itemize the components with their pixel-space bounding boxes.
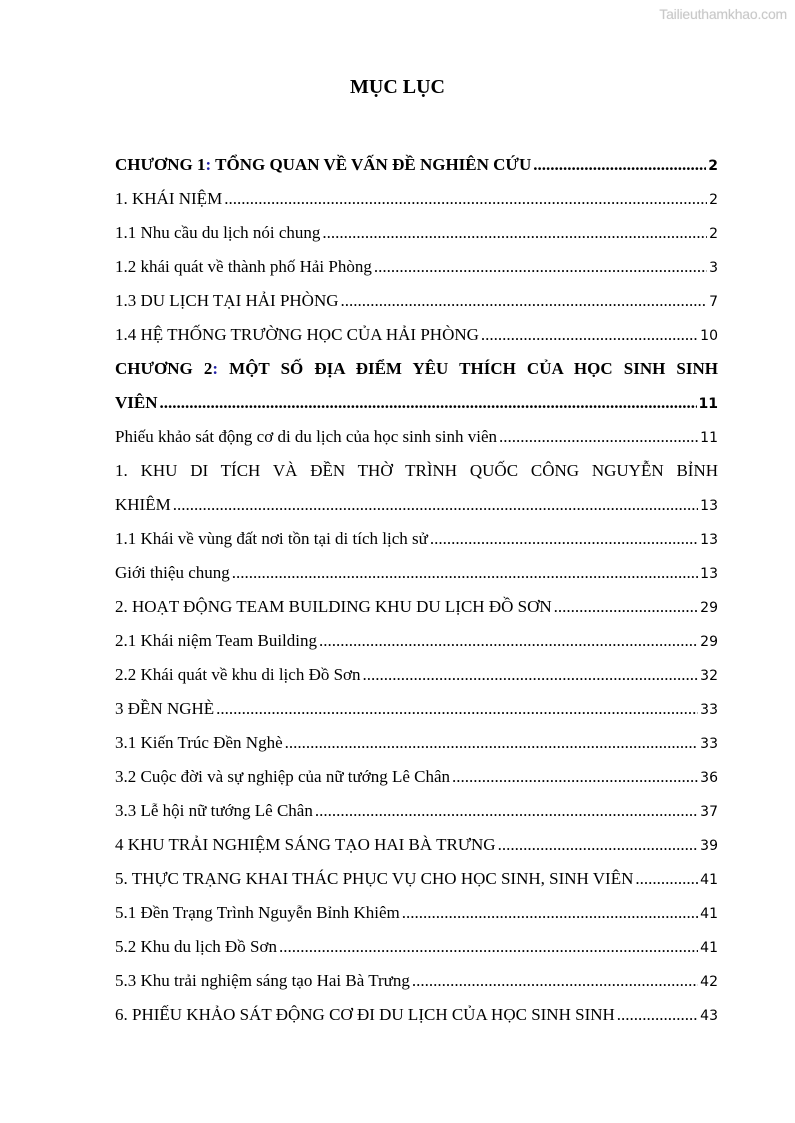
toc-entry-text: 2.2 Khái quát về khu di lịch Đồ Sơn <box>115 665 361 684</box>
dot-leader <box>499 427 698 447</box>
toc-entry[interactable] <box>115 249 718 283</box>
page-number: 3 <box>709 260 718 276</box>
toc-entry-text-cont: KHIÊM <box>115 495 171 514</box>
toc-entry[interactable] <box>115 589 718 623</box>
page-number: 42 <box>700 974 718 990</box>
toc-entry[interactable] <box>115 725 718 759</box>
page-number: 39 <box>700 838 718 854</box>
dot-leader <box>232 563 698 583</box>
dot-leader <box>635 869 698 889</box>
toc-entry-chapter-2-line-1[interactable] <box>115 351 718 385</box>
toc-entry[interactable] <box>115 657 718 691</box>
toc-entry[interactable] <box>115 861 718 895</box>
page-number: 33 <box>700 702 718 718</box>
toc-entry-text: 5.3 Khu trải nghiệm sáng tạo Hai Bà Trưng <box>115 971 410 990</box>
dot-leader <box>374 257 707 277</box>
toc-entry-text: 1.1 Khái về vùng đất nơi tồn tại di tích lịch sử <box>115 529 428 548</box>
toc-entry-text: 1. KHU DI TÍCH VÀ ĐỀN THỜ TRÌNH QUỐC CÔNG NGUYỄN BỈNH <box>115 461 718 480</box>
toc-entry-chapter-1[interactable] <box>115 147 718 181</box>
table-of-contents <box>115 147 718 1031</box>
toc-entry-text: 1.4 HỆ THỐNG TRƯỜNG HỌC CỦA HẢI PHÒNG <box>115 325 479 344</box>
dot-leader <box>341 291 708 311</box>
toc-entry-text: CHƯƠNG 1: TỔNG QUAN VỀ VẤN ĐỀ NGHIÊN CỨU <box>115 155 532 174</box>
toc-entry[interactable] <box>115 555 718 589</box>
toc-entry-text: 6. PHIẾU KHẢO SÁT ĐỘNG CƠ ĐI DU LỊCH CỦA HỌC SINH SINH <box>115 1005 615 1024</box>
page-number: 11 <box>698 396 718 412</box>
page-number: 13 <box>700 498 718 514</box>
page-number: 36 <box>700 770 718 786</box>
toc-entry-text: Phiếu khảo sát động cơ di du lịch của học sinh sinh viên <box>115 427 497 446</box>
page-number: 41 <box>700 872 718 888</box>
page-number: 11 <box>700 430 718 446</box>
toc-entry-chapter-2-line-2[interactable] <box>115 385 718 419</box>
dot-leader <box>279 937 698 957</box>
toc-entry[interactable] <box>115 419 718 453</box>
toc-entry-text: 2. HOẠT ĐỘNG TEAM BUILDING KHU DU LỊCH ĐỒ SƠN <box>115 597 552 616</box>
dot-leader <box>224 189 707 209</box>
page-number: 33 <box>700 736 718 752</box>
toc-entry[interactable] <box>115 929 718 963</box>
dot-leader <box>319 631 698 651</box>
dot-leader <box>533 155 706 175</box>
page-number: 41 <box>700 940 718 956</box>
toc-entry-text: 5.2 Khu du lịch Đồ Sơn <box>115 937 277 956</box>
toc-entry-text: 5. THỰC TRẠNG KHAI THÁC PHỤC VỤ CHO HỌC SINH, SINH VIÊN <box>115 869 634 888</box>
page-number: 10 <box>700 328 718 344</box>
page-number: 2 <box>709 192 718 208</box>
dot-leader <box>430 529 698 549</box>
toc-entry-text: 3.3 Lễ hội nữ tướng Lê Chân <box>115 801 313 820</box>
toc-entry[interactable] <box>115 623 718 657</box>
page-number: 37 <box>700 804 718 820</box>
toc-entry-text-cont: VIÊN <box>115 393 158 412</box>
toc-entry[interactable] <box>115 181 718 215</box>
dot-leader <box>173 495 698 515</box>
toc-entry-text: 2.1 Khái niệm Team Building <box>115 631 317 650</box>
toc-entry-text: 1.1 Nhu cầu du lịch nói chung <box>115 223 321 242</box>
page-number: 41 <box>700 906 718 922</box>
toc-entry[interactable] <box>115 827 718 861</box>
page-number: 2 <box>708 158 718 174</box>
dot-leader <box>315 801 698 821</box>
toc-entry[interactable] <box>115 317 718 351</box>
dot-leader <box>363 665 699 685</box>
dot-leader <box>412 971 698 991</box>
watermark: Tailieuthamkhao.com <box>659 6 787 22</box>
dot-leader <box>554 597 699 617</box>
page-number: 7 <box>709 294 718 310</box>
dot-leader <box>498 835 699 855</box>
page-number: 2 <box>709 226 718 242</box>
dot-leader <box>617 1005 698 1025</box>
toc-entry-text: 3.2 Cuộc đời và sự nghiệp của nữ tướng Lê Chân <box>115 767 451 786</box>
toc-entry[interactable] <box>115 997 718 1031</box>
dot-leader <box>216 699 698 719</box>
page-title: MỤC LỤC <box>350 76 445 98</box>
toc-entry[interactable] <box>115 963 718 997</box>
dot-leader <box>452 767 698 787</box>
dot-leader <box>402 903 698 923</box>
toc-entry-text: 1.3 DU LỊCH TẠI HẢI PHÒNG <box>115 291 339 310</box>
dot-leader <box>322 223 707 243</box>
page-number: 43 <box>700 1008 718 1024</box>
page-number: 29 <box>700 600 718 616</box>
toc-entry[interactable] <box>115 895 718 929</box>
toc-entry-text: 5.1 Đền Trạng Trình Nguyễn Bỉnh Khiêm <box>115 903 400 922</box>
toc-entry[interactable] <box>115 759 718 793</box>
toc-entry[interactable] <box>115 521 718 555</box>
page-number: 13 <box>700 566 718 582</box>
toc-entry[interactable] <box>115 793 718 827</box>
toc-entry[interactable] <box>115 215 718 249</box>
toc-entry-text: 1. KHÁI NIỆM <box>115 189 223 208</box>
toc-entry[interactable] <box>115 691 718 725</box>
toc-entry-text: 4 KHU TRẢI NGHIỆM SÁNG TẠO HAI BÀ TRƯNG <box>115 835 496 854</box>
toc-entry[interactable] <box>115 283 718 317</box>
toc-entry-line-1[interactable] <box>115 453 718 487</box>
dot-leader <box>285 733 699 753</box>
toc-entry-text: CHƯƠNG 2: MỘT SỐ ĐỊA ĐIỂM YÊU THÍCH CỦA HỌC SINH SINH <box>115 359 719 378</box>
page-number: 32 <box>700 668 718 684</box>
dot-leader <box>160 393 697 413</box>
page-number: 29 <box>700 634 718 650</box>
page-number: 13 <box>700 532 718 548</box>
toc-entry-text: Giới thiệu chung <box>115 563 230 582</box>
dot-leader <box>481 325 698 345</box>
toc-entry-text: 1.2 khái quát về thành phố Hải Phòng <box>115 257 372 276</box>
toc-entry-line-2[interactable] <box>115 487 718 521</box>
toc-entry-text: 3.1 Kiến Trúc Đền Nghè <box>115 733 283 752</box>
toc-entry-text: 3 ĐỀN NGHÈ <box>115 699 215 718</box>
